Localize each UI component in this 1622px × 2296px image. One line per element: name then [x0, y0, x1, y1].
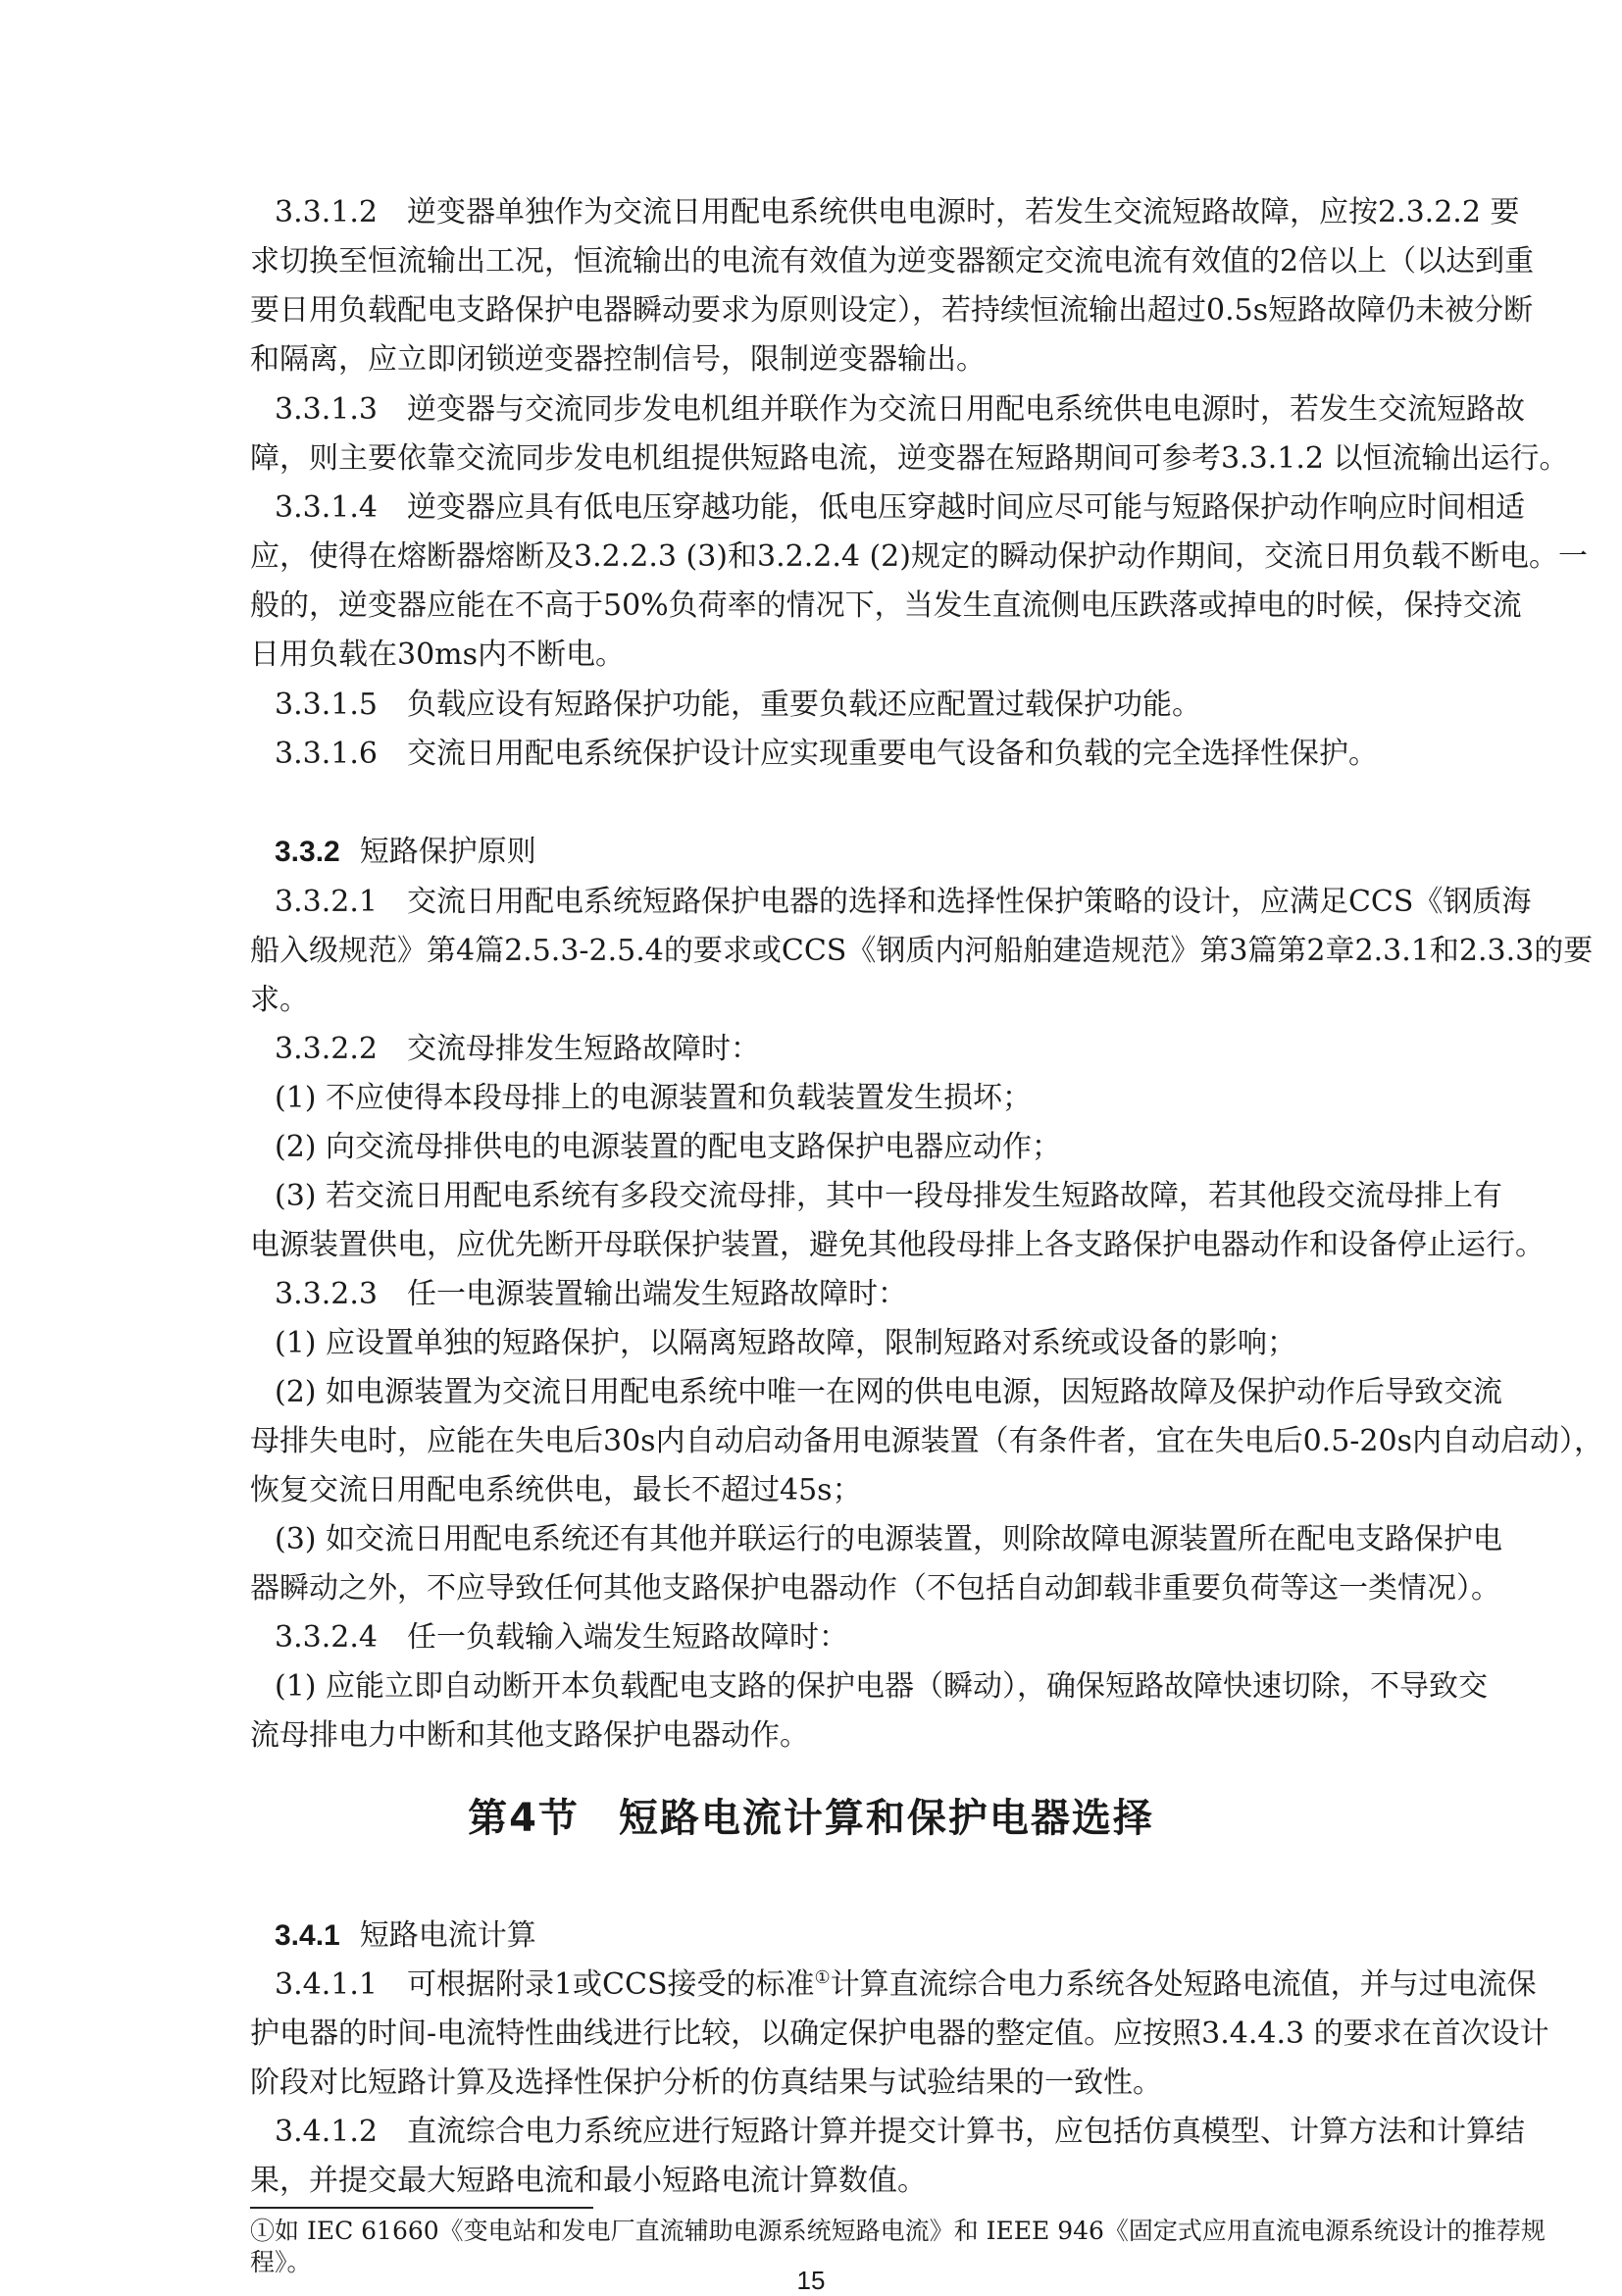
paragraph-line: (3) 若交流日用配电系统有多段交流母排，其中一段母排发生短路故障，若其他段交流母排上有	[275, 1179, 1503, 1213]
paragraph-line: 流母排电力中断和其他支路保护电器动作。	[250, 1718, 809, 1753]
paragraph-line: (1) 应能立即自动断开本负载配电支路的保护电器（瞬动），确保短路故障快速切除，不导致交	[275, 1669, 1489, 1704]
paragraph-line: 3.4.1.2 直流综合电力系统应进行短路计算并提交计算书，应包括仿真模型、计算方法和计算结	[275, 2115, 1525, 2149]
chapter-number: 第4节	[468, 1796, 580, 1841]
paragraph-line: 要日用负载配电支路保护电器瞬动要求为原则设定），若持续恒流输出超过0.5s短路故障仍未被分断	[250, 293, 1534, 328]
footnote-line: 程》。	[250, 2248, 312, 2276]
paragraph-line: 3.3.2.1 交流日用配电系统短路保护电器的选择和选择性保护策略的设计，应满足CCS《钢质海	[275, 885, 1532, 919]
paragraph-line: 求切换至恒流输出工况，恒流输出的电流有效值为逆变器额定交流电流有效值的2倍以上（以达到重	[250, 244, 1535, 279]
paragraph-line: (2) 如电源装置为交流日用配电系统中唯一在网的供电电源，因短路故障及保护动作后导致交流	[275, 1375, 1503, 1409]
paragraph-line: 3.3.1.5 负载应设有短路保护功能，重要负载还应配置过载保护功能。	[275, 688, 1201, 722]
paragraph-line	[275, 1964, 1537, 2007]
paragraph-line: 3.3.1.2 逆变器单独作为交流日用配电系统供电电源时，若发生交流短路故障，应按2.3.2.2 要	[275, 195, 1520, 230]
paragraph-line: 船入级规范》第4篇2.5.3-2.5.4的要求或CCS《钢质内河船舶建造规范》第3篇第2章2.3.1和2.3.3的要	[250, 934, 1594, 968]
section-title: 短路保护原则	[359, 835, 536, 869]
section-heading-3-4-1	[275, 1914, 536, 1958]
paragraph-line: 3.3.1.3 逆变器与交流同步发电机组并联作为交流日用配电系统供电电源时，若发生交流短路故	[275, 392, 1525, 427]
paragraph-line: 器瞬动之外，不应导致任何其他支路保护电器动作（不包括自动卸载非重要负荷等这一类情况）。	[250, 1571, 1500, 1606]
line-text: 3.4.1.1 可根据附录1或CCS接受的标准	[275, 1967, 815, 2002]
footnote-rule	[250, 2207, 593, 2209]
paragraph-line: 日用负载在30ms内不断电。	[250, 638, 626, 672]
section-number: 3.3.2	[275, 836, 340, 868]
paragraph-line: 护电器的时间-电流特性曲线进行比较，以确定保护电器的整定值。应按照3.4.4.3 的要求在首次设计	[250, 2016, 1549, 2051]
paragraph-line: 障，则主要依靠交流同步发电机组提供短路电流，逆变器在短路期间可参考3.3.1.2 以恒流输出运行。	[250, 441, 1569, 476]
section-number: 3.4.1	[275, 1919, 340, 1952]
paragraph-line: (1) 应设置单独的短路保护，以隔离短路故障，限制短路对系统或设备的影响；	[275, 1326, 1297, 1360]
paragraph-line: 母排失电时，应能在失电后30s内自动启动备用电源装置（有条件者，宜在失电后0.5-20s内自动启动），	[250, 1424, 1603, 1458]
paragraph-line: 阶段对比短路计算及选择性保护分析的仿真结果与试验结果的一致性。	[250, 2066, 1162, 2100]
footnote-ref: ①	[814, 1967, 831, 1988]
paragraph-line: (2) 向交流母排供电的电源装置的配电支路保护电器应动作；	[275, 1130, 1062, 1164]
paragraph-line: 3.3.2.4 任一负载输入端发生短路故障时：	[275, 1620, 848, 1655]
paragraph-line: 般的，逆变器应能在不高于50%负荷率的情况下，当发生直流侧电压跌落或掉电的时候，保持交流	[250, 588, 1522, 623]
paragraph-line: (3) 如交流日用配电系统还有其他并联运行的电源装置，则除故障电源装置所在配电支路保护电	[275, 1522, 1503, 1556]
paragraph-line: 3.3.2.3 任一电源装置输出端发生短路故障时：	[275, 1277, 907, 1311]
paragraph-line: 果，并提交最大短路电流和最小短路电流计算数值。	[250, 2164, 927, 2198]
section-title: 短路电流计算	[359, 1918, 536, 1953]
paragraph-line: 应，使得在熔断器熔断及3.2.2.3 (3)和3.2.2.4 (2)规定的瞬动保护动作期间，交流日用负载不断电。一	[250, 539, 1588, 574]
line-text: 计算直流综合电力系统各处短路电流值，并与过电流保	[830, 1967, 1537, 2002]
section-heading-3-3-2	[275, 831, 536, 874]
paragraph-line: 3.3.2.2 交流母排发生短路故障时：	[275, 1032, 760, 1066]
chapter-heading	[0, 1791, 1622, 1846]
footnote-line: ①如 IEC 61660《变电站和发电厂直流辅助电源系统短路电流》和 IEEE 946《固定式应用直流电源系统设计的推荐规	[250, 2217, 1546, 2245]
paragraph-line: (1) 不应使得本段母排上的电源装置和负载装置发生损坏；	[275, 1081, 1033, 1115]
paragraph-line: 3.3.1.4 逆变器应具有低电压穿越功能，低电压穿越时间应尽可能与短路保护动作响应时间相适	[275, 490, 1525, 525]
page-number: 15	[796, 2266, 826, 2295]
chapter-title: 短路电流计算和保护电器选择	[618, 1796, 1154, 1841]
paragraph-line: 3.3.1.6 交流日用配电系统保护设计应实现重要电气设备和负载的完全选择性保护。	[275, 737, 1378, 771]
paragraph-line: 和隔离，应立即闭锁逆变器控制信号，限制逆变器输出。	[250, 342, 986, 377]
paragraph-line: 电源装置供电，应优先断开母联保护装置，避免其他段母排上各支路保护电器动作和设备停止运行。	[250, 1228, 1545, 1262]
paragraph-line: 求。	[250, 983, 309, 1017]
paragraph-line: 恢复交流日用配电系统供电，最长不超过45s；	[250, 1473, 862, 1507]
